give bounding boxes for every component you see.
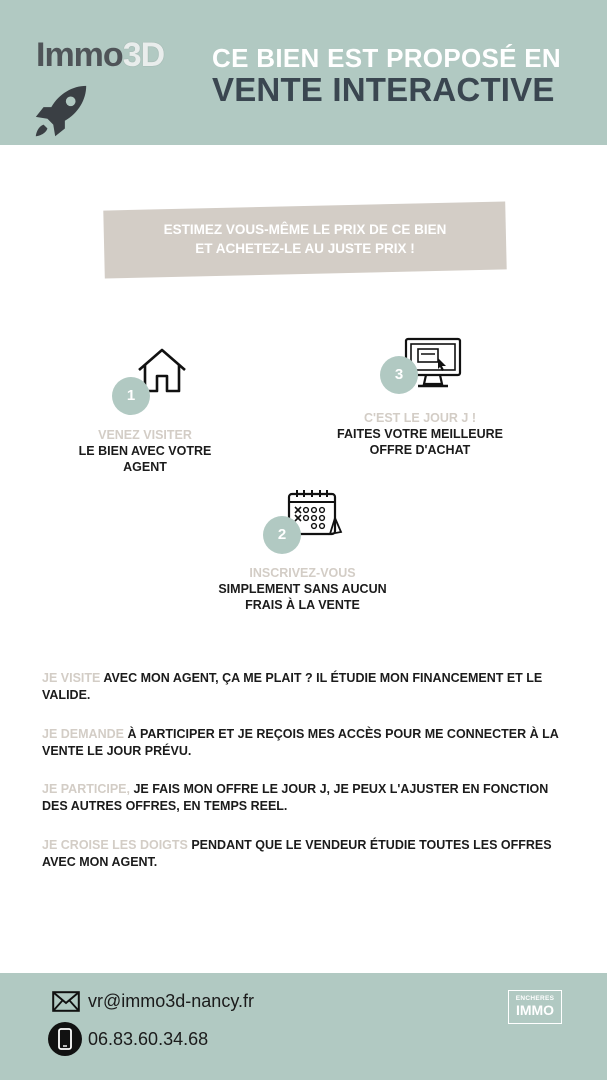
header-title: [212, 44, 572, 108]
paragraph-participate-highlight: JE PARTICIPE,: [42, 782, 130, 796]
step-1-number: 1: [112, 377, 150, 415]
step-1-title: VENEZ VISITER: [98, 428, 192, 442]
step-3-text: [330, 410, 510, 458]
step-3-title: C'EST LE JOUR J !: [363, 411, 477, 425]
step-2-text: [210, 565, 395, 613]
contact-phone[interactable]: [48, 1024, 208, 1054]
logo-text-immo: Immo: [36, 36, 123, 74]
step-2-number: 2: [263, 516, 301, 554]
step-1-body: LE BIEN AVEC VOTRE AGENT: [78, 444, 212, 474]
paragraph-visit-highlight: JE VISITE: [42, 671, 101, 685]
phone-text[interactable]: 06.83.60.34.68: [88, 1028, 209, 1049]
step-1-text: [70, 427, 220, 475]
step-2-body: SIMPLEMENT SANS AUCUN FRAIS À LA VENTE: [218, 582, 387, 612]
badge-line1: ENCHERES: [515, 995, 555, 1002]
step-3-number: 3: [380, 356, 418, 394]
paragraph-fingers-crossed: [42, 837, 572, 871]
encheres-immo-badge: [508, 990, 562, 1024]
paragraph-request-highlight: JE DEMANDE: [42, 727, 124, 741]
paragraph-visit: [42, 670, 572, 704]
step-3-body: FAITES VOTRE MEILLEURE OFFRE D'ACHAT: [337, 427, 503, 457]
email-text[interactable]: vr@immo3d-nancy.fr: [88, 990, 254, 1011]
phone-icon: [48, 1022, 82, 1056]
banner-line1: ESTIMEZ VOUS-MÊME LE PRIX DE CE BIEN: [163, 222, 447, 237]
envelope-icon: [52, 991, 80, 1012]
badge-line2: IMMO: [515, 1002, 555, 1018]
paragraph-fingers-crossed-text: PENDANT QUE LE VENDEUR ÉTUDIE TOUTES LES OFFRES AVEC MON AGENT.: [42, 838, 552, 869]
rocket-icon: [30, 80, 92, 142]
logo-text-3d: 3D: [122, 36, 165, 74]
paragraph-fingers-crossed-highlight: JE CROISE LES DOIGTS: [42, 838, 188, 852]
header-title-line2: VENTE INTERACTIVE: [212, 71, 555, 108]
paragraph-request: [42, 726, 572, 760]
paragraph-request-text: À PARTICIPER ET JE REÇOIS MES ACCÈS POUR ME CONNECTER À LA VENTE LE JOUR PRÉVU.: [42, 727, 559, 758]
contact-email[interactable]: [52, 986, 254, 1016]
banner-line2: ET ACHETEZ-LE AU JUSTE PRIX !: [195, 241, 415, 256]
header-title-line1: CE BIEN EST PROPOSÉ EN: [212, 43, 562, 73]
step-2-title: INSCRIVEZ-VOUS: [249, 566, 356, 580]
banner: [104, 220, 506, 258]
paragraph-participate: [42, 781, 572, 815]
header: [0, 0, 607, 145]
logo: [36, 38, 164, 72]
paragraph-participate-text: JE FAIS MON OFFRE LE JOUR J, JE PEUX L'AJUSTER EN FONCTION DES AUTRES OFFRES, EN TEMPS REEL.: [42, 782, 549, 813]
paragraph-visit-text: AVEC MON AGENT, ÇA ME PLAIT ? IL ÉTUDIE MON FINANCEMENT ET LE VALIDE.: [42, 671, 543, 702]
